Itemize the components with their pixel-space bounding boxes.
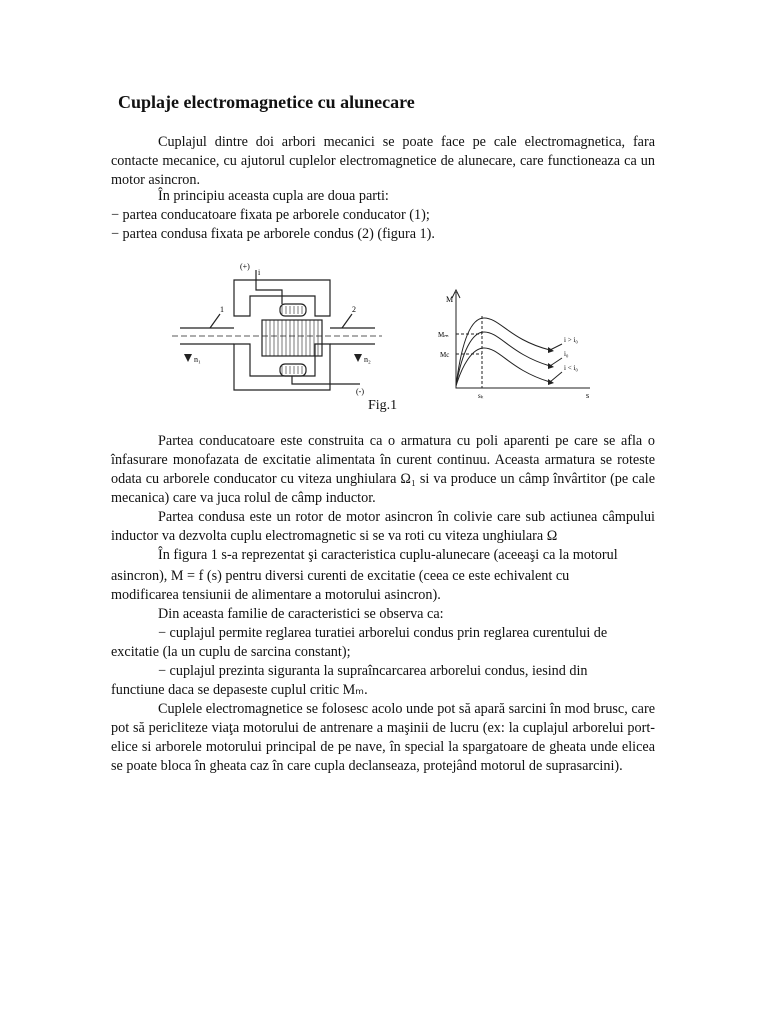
- body-paragraph-rotor: Partea condusa este un rotor de motor asincron în colivie care sub actiunea câmpului inductor va dezvolta cuplu electromagnetic si se va roti cu viteza unghiulara Ω: [111, 509, 655, 544]
- graph-label-mc: Mc: [440, 351, 450, 359]
- body-figure-text: În figura 1 s-a reprezentat şi caracteristica cuplu-alunecare (aceeaşi ca la motorul: [158, 547, 618, 563]
- list-item-speed-control-cont: excitatie (la un cuplu de sarcina constant);: [111, 644, 351, 660]
- fig-label-shaft2: 2: [352, 305, 356, 314]
- list-item-driving-part: − partea conducatoare fixata pe arborele conducator (1);: [111, 207, 430, 223]
- intro-line-parts: [111, 187, 655, 206]
- graph-label-curve3: i < i₀: [564, 364, 578, 372]
- body-paragraph-applications: Cuplele electromagnetice se folosesc acolo unde pot să apară sarcini în mod brusc, care pot să pericliteze viaţa motorului de antrenare a maşinii de lucru (ex: la cuplajul arborelui port-elice si arborele motorului principal de pe nave, în special la spargatoare de gheata unde elicea se poate bloca în gheata caz în care cupla declanseaza, protejând motorul de suprasarcini).: [111, 701, 655, 774]
- body-line-voltage: modificarea tensiunii de alimentare a motorului asincron).: [111, 587, 441, 603]
- fig-label-i: i: [258, 268, 261, 277]
- figure-1: [170, 258, 600, 408]
- graph-label-curve2: i₀: [564, 350, 569, 358]
- coupling-diagram: [170, 258, 385, 408]
- figure-caption: Fig.1: [368, 398, 398, 413]
- speed-control-text: − cuplajul permite reglarea turatiei arborelui condus prin reglarea curentului de: [158, 625, 608, 641]
- list-item-overload-cont: functiune daca se depaseste cuplul critic Mₘ.: [111, 682, 368, 698]
- body-line-family: [111, 605, 655, 624]
- graph-label-mm: Mₘ: [438, 331, 449, 339]
- page-title: Cuplaje electromagnetice cu alunecare: [118, 92, 415, 112]
- fig-label-shaft1: 1: [220, 305, 224, 314]
- body-family-text: Din aceasta familie de caracteristici se observa ca:: [158, 606, 444, 622]
- graph-label-curve1: i > i₀: [564, 336, 578, 344]
- body-paragraph-armature: Partea conducatoare este construita ca o armatura cu poli aparenti pe care se afla o înfasurare monofazata de excitatie alimentata în curent continuu. Aceasta armatura se roteste odata cu arborele conducator cu viteza unghiulara Ω₁ si va produce un câmp învârtitor (pe cale mecanica) care va juca rolul de câmp inductor.: [111, 433, 655, 506]
- overload-text: − cuplajul prezinta siguranta la supraîncarcarea arborelui condus, iesind din: [158, 663, 588, 679]
- graph-label-s: s: [586, 391, 590, 400]
- intro-paragraph: Cuplajul dintre doi arbori mecanici se poate face pe cale electromagnetica, fara contacte mecanice, cu ajutorul cuplelor electromagnetice de alunecare, care functioneaza ca un motor asincron.: [111, 134, 655, 188]
- fig-label-n1: n₁: [194, 355, 201, 364]
- intro-parts-text: În principiu aceasta cupla are doua parti:: [158, 188, 389, 204]
- fig-label-n2: n₂: [364, 355, 371, 364]
- list-item-overload: [111, 662, 655, 681]
- list-item-driven-part: − partea condusa fixata pe arborele condus (2) (figura 1).: [111, 226, 435, 242]
- body-line-figure: [111, 546, 655, 565]
- fig-label-minus: (-): [356, 387, 364, 396]
- fig-label-plus: (+): [240, 262, 250, 271]
- list-item-speed-control: [111, 624, 655, 643]
- torque-slip-graph: [410, 258, 600, 408]
- graph-label-m: M: [446, 295, 454, 304]
- graph-label-sm: sₖ: [478, 392, 484, 400]
- body-line-formula: asincron), M = f (s) pentru diversi curenti de excitatie (ceea ce este echivalent cu: [111, 568, 570, 584]
